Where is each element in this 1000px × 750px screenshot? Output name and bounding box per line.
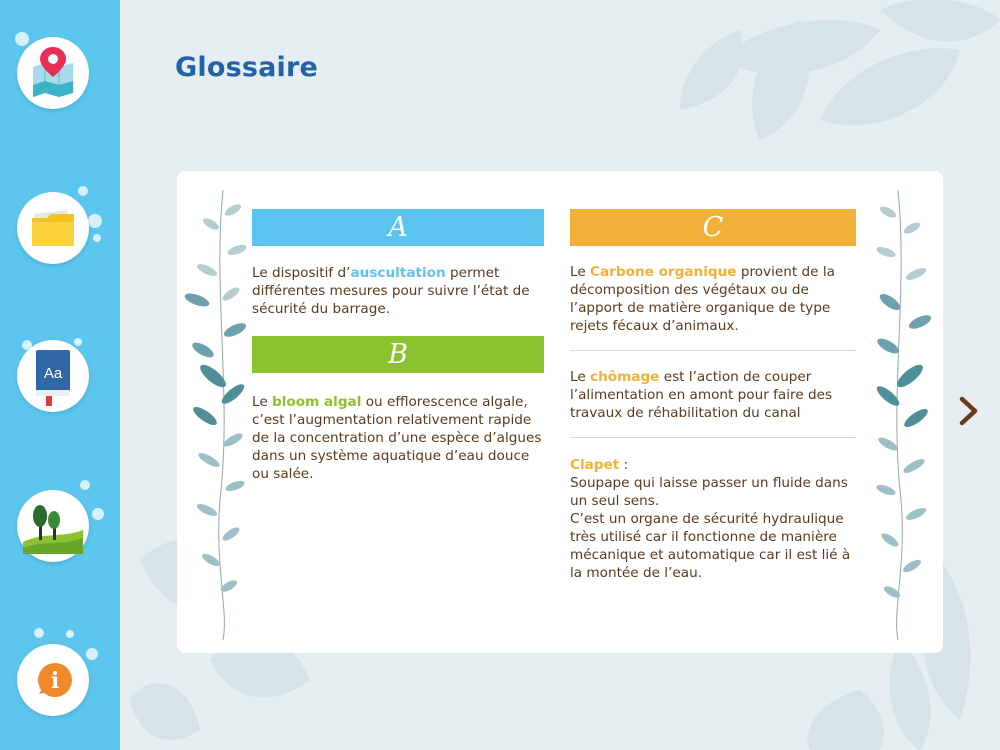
bubble-decoration (80, 480, 90, 490)
sidebar (0, 0, 120, 750)
bubble-decoration (86, 648, 98, 660)
definition-line: C’est un organe de sécurité hydraulique très utilisé car il fonctionne de manière mécanique et automatique car il est lié à la montée de l’eau. (570, 511, 851, 581)
glossary-term: Clapet (570, 457, 620, 473)
glossary-book-icon (30, 346, 76, 406)
glossary-entry-auscultation: Le dispositif d’auscultation permet différentes mesures pour suivre l’état de sécurité du barrage. (252, 265, 530, 317)
folder-icon (27, 202, 79, 254)
definition-line: Soupape qui laisse passer un fluide dans un seul sens. (570, 475, 848, 509)
map-pin-icon (25, 45, 81, 101)
section-letter: A (388, 212, 408, 243)
bubble-decoration (93, 234, 101, 242)
glossary-term: auscultation (350, 265, 446, 281)
next-page-arrow-icon[interactable] (955, 394, 983, 428)
sidebar-item-landscape[interactable] (17, 490, 89, 562)
section-header-b (252, 336, 544, 373)
bubble-decoration (34, 628, 44, 638)
entry-divider (570, 437, 856, 438)
bubble-decoration (88, 214, 102, 228)
glossary-entry-clapet: Clapet : Soupape qui laisse passer un fluide dans un seul sens. C’est un organe de sécurité hydraulique très utilisé car il fonctionne de manière mécanique et automatique car il est lié à la montée de l’eau. (570, 456, 856, 582)
bubble-decoration (78, 186, 88, 196)
info-icon (31, 658, 75, 702)
glossary-right-column (570, 209, 856, 582)
section-header-c (570, 209, 856, 246)
sidebar-item-documents[interactable] (17, 192, 89, 264)
left-foliage-decoration (183, 190, 249, 640)
sidebar-item-map[interactable] (17, 37, 89, 109)
entry-divider (570, 350, 856, 351)
sidebar-item-glossary[interactable] (17, 340, 89, 412)
svg-text:i: i (50, 668, 60, 694)
glossary-left-column (252, 209, 544, 483)
bubble-decoration (15, 32, 29, 46)
glossary-entry-chomage: Le chômage est l’action de couper l’alimentation en amont pour faire des travaux de réhabilitation du canal (570, 369, 833, 421)
bubble-decoration (74, 338, 82, 346)
section-header-a (252, 209, 544, 246)
glossary-entry-carbone-organique: Le Carbone organique provient de la décomposition des végétaux ou de l’apport de matière organique de type rejets fécaux d’animaux. (570, 264, 835, 334)
section-letter: B (388, 339, 408, 370)
sidebar-item-info[interactable] (17, 644, 89, 716)
landscape-trees-icon (23, 498, 83, 554)
bubble-decoration (66, 630, 74, 638)
glossary-term: bloom algal (272, 394, 362, 410)
section-letter: C (702, 212, 724, 243)
glossary-term: Carbone organique (590, 264, 737, 280)
page-title: Glossaire (175, 52, 319, 83)
svg-text:Aa: Aa (43, 365, 63, 382)
right-foliage-decoration (872, 190, 938, 640)
bubble-decoration (92, 508, 104, 520)
glossary-entry-bloom-algal: Le bloom algal ou efflorescence algale, c’est l’augmentation relativement rapide de la concentration d’une espèce d’algues dans un système aquatique d’eau douce ou salée. (252, 394, 542, 482)
glossary-term: chômage (590, 369, 660, 385)
